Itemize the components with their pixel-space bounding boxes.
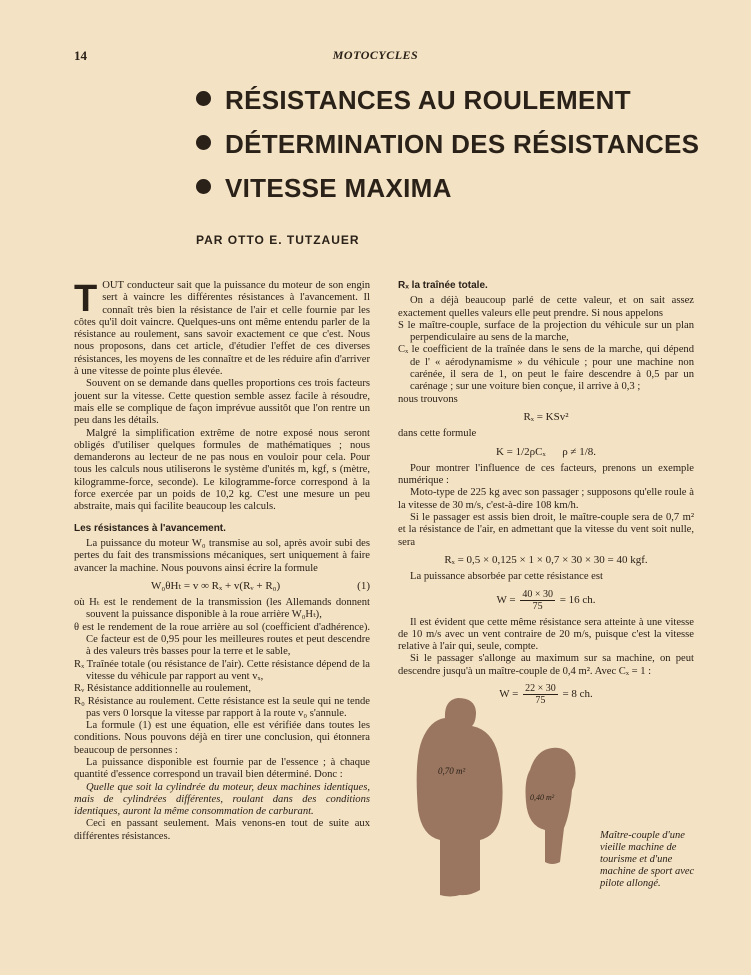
definition: Cₓ le coefficient de la traînée dans le sens de la marche, qui dépend de l' « aérodynamisme » du véhicule ; pour une machine non carénée, il sera de 1, on peut le faire descendre à 0,5 par un carénage ; sur une voiture bien conçue, il arrive à 0,3 ; (398, 344, 694, 393)
paragraph: TOUT conducteur sait que la puissance du moteur de son engin sert à vaincre les différentes résistances à l'avancement. Il connaît très bien la résistance de l'air et celle fournie par les côtes qu'il doit vaincre. Quelques-uns ont même entendu parler de la résistance au roulement, sans savoir exactement ce que c'est. Nous nous proposons, dans cet article, d'étudier l'effet de ces diverses résistances, les moyens de les connaître et de les réduire afin d'arriver à une vitesse de pointe plus élevée. (74, 278, 370, 378)
formula-4: Rₓ = 0,5 × 0,125 × 1 × 0,7 × 30 × 30 = 40 kgf. (444, 553, 648, 566)
formula-2: Rₓ = KSv² (523, 410, 569, 423)
title-text-3: VITESSE MAXIMA (225, 173, 452, 203)
paragraph: nous trouvons (398, 393, 458, 405)
paragraph: Si le passager s'allonge au maximum sur sa machine, on peut descendre jusqu'à un maître-couple de 0,4 m². Avec Cₓ = 1 : (398, 653, 694, 677)
paragraph: Souvent on se demande dans quelles proportions ces trois facteurs jouent sur la vitesse. Cette question semble assez facile à résoudre, mais elle se complique de façon imprévue aussitôt que l'on rentre un peu dans les détails. (74, 378, 370, 427)
definition: où Hₜ est le rendement de la transmission (les Allemands donnent souvent la puissance disponible à la roue arrière W₀Hₜ), (74, 597, 370, 621)
formula-number: (1) (357, 579, 370, 592)
definition: Rₓ Traînée totale (ou résistance de l'air). Cette résistance dépend de la vitesse du véhicule par rapport au vent vₓ, (74, 658, 370, 682)
title-line-3 (196, 166, 699, 210)
byline: PAR OTTO E. TUTZAUER (196, 233, 360, 247)
formula-text: W₀θHₜ = v ∞ Rₓ + v(Rᵥ + R₀) (150, 579, 281, 592)
drop-cap: T (74, 278, 98, 320)
page-number: 14 (74, 48, 87, 63)
paragraph: Ceci en passant seulement. Mais venons-en tout de suite aux différentes résistances. (74, 818, 370, 842)
fraction: $\frac{40 \times 30}{75}$ (522, 588, 553, 612)
formula-5: W = $\frac{40 \times 30}{75}$ = 16 ch. (496, 588, 596, 612)
small-area-label: 0,40 m² (530, 793, 555, 802)
formula-6: W = $\frac{22 \times 30}{75}$ = 8 ch. (499, 683, 593, 707)
paragraph: La puissance absorbée par cette résistance est (410, 571, 603, 583)
paragraph: Si le passager est assis bien droit, le maître-couple sera de 0,7 m² et la résistance de l'air, en admettant que la vitesse du vent soit nulle, sera (398, 512, 694, 548)
right-column (398, 280, 694, 711)
article-titles (196, 78, 699, 210)
bullet-icon (196, 179, 211, 194)
figure-caption: Maître-couple d'une vieille machine de tourisme et d'une machine de sport avec pilote allongé. (600, 830, 695, 889)
paragraph: On a déjà beaucoup parlé de cette valeur, et on sait assez exactement quelles valeurs elle peut prendre. Si nous appelons (398, 295, 694, 319)
paragraph: La puissance disponible est fournie par de l'essence ; à chaque quantité d'essence correspond un travail bien déterminé. Donc : (74, 756, 370, 781)
section-heading: Rₓ la traînée totale. (398, 280, 488, 291)
touring-rider-silhouette (417, 698, 503, 897)
paragraph: Moto-type de 225 kg avec son passager ; supposons qu'elle roule à la vitesse de 30 m/s, c'est-à-dire 108 km/h. (398, 487, 694, 511)
paragraph: Malgré la simplification extrême de notre exposé nous seront obligés d'utiliser quelques formules de mathématiques ; nous demanderons au lecteur de ne pas nous en vouloir pour cela. Pour tous les calculs nous utiliserons le système d'unités m, kgf, s (mètre, kilogramme-force, seconde). Le kilogramme-force correspond à la force exercée par un poids de 10,2 kg. C'est une mesure un peu abstraite, mais qui facilite beaucoup les calculs. (74, 427, 370, 513)
paragraph: Il est évident que cette même résistance sera atteinte à une vitesse de 10 m/s avec un vent contraire de 20 m/s, puisque c'est la vitesse relative à l'air qui, seule, compte. (398, 616, 694, 653)
definition: θ est le rendement de la roue arrière au sol (coefficient d'adhérence). Ce facteur est de 0,95 pour les meilleures routes et peut descendre à des valeurs très basses pour la terre et le sable, (74, 621, 370, 658)
definition: Rᵥ Résistance additionnelle au roulement, (74, 683, 251, 695)
formula-3: K = 1/2ρCₓ ρ ≠ 1/8. (495, 445, 597, 458)
formula-1 (74, 580, 370, 592)
section-heading: Les résistances à l'avancement. (74, 522, 226, 534)
paragraph: La puissance du moteur W₀ transmise au sol, après avoir subi des pertes du fait des transmissions mécaniques, sert uniquement à faire avancer la machine. Nous pouvons ainsi écrire la formule (74, 537, 370, 574)
paragraph: La formule (1) est une équation, elle est vérifiée dans toutes les conditions. Nous pouvons déjà en tirer une conclusion, qui étonnera beaucoup de personnes : (74, 720, 370, 756)
bullet-icon (196, 91, 211, 106)
bullet-icon (196, 135, 211, 150)
left-column (74, 280, 370, 843)
title-line-2 (196, 122, 699, 166)
paragraph: Pour montrer l'influence de ces facteurs, prenons un exemple numérique : (398, 462, 694, 487)
definition: S le maître-couple, surface de la projection du véhicule sur un plan perpendiculaire au sens de la marche, (398, 319, 694, 344)
running-title: MOTOCYCLES (332, 48, 419, 62)
large-area-label: 0,70 m² (438, 766, 466, 776)
title-text-1: RÉSISTANCES AU ROULEMENT (225, 85, 631, 115)
paragraph: dans cette formule (398, 428, 477, 440)
title-line-1 (196, 78, 699, 122)
definition: R₀ Résistance au roulement. Cette résistance est la seule qui ne tende pas vers 0 lorsque la vitesse par rapport à la route v₀ s'annule. (74, 695, 370, 719)
title-text-2: DÉTERMINATION DES RÉSISTANCES (225, 129, 700, 159)
fraction: $\frac{22 \times 30}{75}$ (525, 683, 556, 707)
paragraph-italic: Quelle que soit la cylindrée du moteur, deux machines identiques, mais de cylindrées différentes, roulant dans des conditions identiques, auront la même consommation de carburant. (74, 781, 370, 818)
sport-rider-silhouette (526, 748, 576, 864)
